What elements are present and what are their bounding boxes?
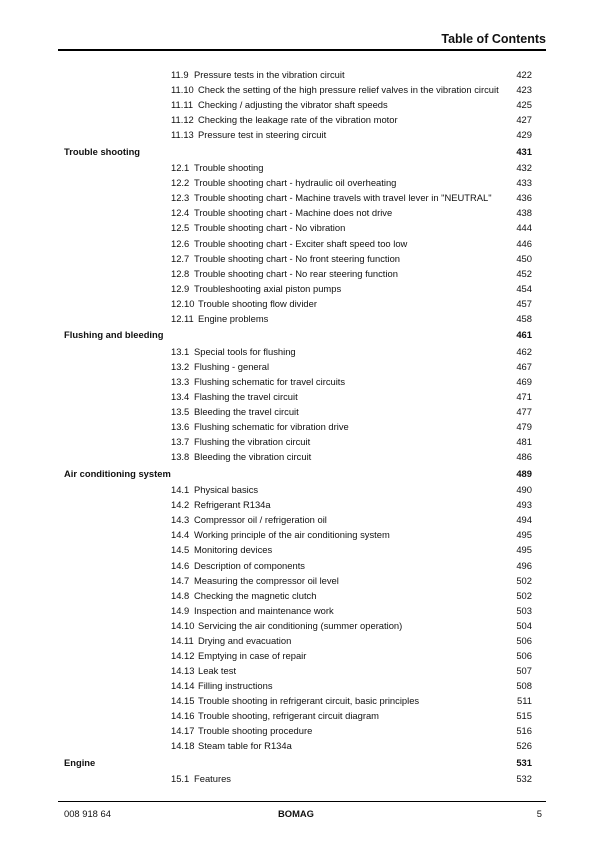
toc-section-row[interactable] [0,466,592,481]
toc-entry-number: 11.11 [171,99,194,111]
toc-page-number: 526 [516,740,532,752]
toc-page-number: 446 [516,237,532,249]
toc-page-number: 511 [517,694,532,706]
toc-entry-number: 12.10 [171,297,195,309]
toc-entry-row[interactable] [0,175,592,190]
toc-entry-title: Refrigerant R134a [194,499,271,511]
toc-entry-number: 11.10 [171,84,194,96]
toc-entry-row[interactable] [0,359,592,374]
toc-entry-row[interactable] [0,404,592,419]
footer-divider [58,801,546,802]
toc-entry-title: Emptying in case of repair [198,649,307,661]
toc-entry-title: Filling instructions [198,679,273,691]
toc-entry-title: Flushing the vibration circuit [194,436,311,448]
toc-page-number: 516 [516,725,532,737]
toc-entry-row[interactable] [0,82,592,97]
toc-section-title: Trouble shooting [64,145,141,157]
toc-entry-row[interactable] [0,97,592,112]
toc-entry-title: Flashing the travel circuit [194,390,298,402]
toc-entry-number: 12.7 [171,252,190,264]
toc-entry-number: 12.8 [171,267,190,279]
toc-page-number: 477 [516,406,532,418]
toc-page-number: 450 [516,252,532,264]
toc-page-number: 423 [516,84,532,96]
toc-page-number: 438 [516,207,532,219]
table-of-contents [0,67,592,786]
toc-entry-title: Leak test [198,664,237,676]
toc-page-number: 493 [516,499,532,511]
toc-page-number: 504 [516,619,532,631]
toc-page-number: 531 [516,756,532,768]
toc-entry-row[interactable] [0,603,592,618]
toc-entry-row[interactable] [0,449,592,464]
toc-entry-number: 14.15 [171,694,195,706]
toc-page-number: 507 [516,664,532,676]
toc-entry-title: Trouble shooting flow divider [198,297,317,309]
toc-entry-row[interactable] [0,112,592,127]
toc-section-row[interactable] [0,144,592,159]
toc-entry-title: Engine problems [198,312,269,324]
toc-entry-title: Flushing - general [194,360,270,372]
toc-entry-row[interactable] [0,482,592,497]
toc-entry-title: Trouble shooting chart - Exciter shaft speed too low [194,237,408,249]
toc-page-number: 495 [516,529,532,541]
toc-entry-number: 14.2 [171,499,190,511]
toc-entry-number: 14.5 [171,544,190,556]
toc-entry-number: 14.6 [171,559,190,571]
toc-entry-number: 11.12 [171,114,194,126]
toc-entry-row[interactable] [0,693,592,708]
toc-entry-row[interactable] [0,542,592,557]
toc-page-number: 431 [516,145,532,157]
toc-page-number: 436 [516,192,532,204]
toc-entry-row[interactable] [0,374,592,389]
header-divider [58,49,546,51]
toc-entry-number: 14.4 [171,529,190,541]
toc-entry-row[interactable] [0,281,592,296]
toc-section-title: Flushing and bleeding [64,329,164,341]
toc-page-number: 495 [516,544,532,556]
toc-page-number: 462 [516,345,532,357]
toc-entry-number: 12.6 [171,237,190,249]
toc-entry-number: 12.11 [171,312,194,324]
toc-entry-row[interactable] [0,205,592,220]
toc-page-number: 506 [516,634,532,646]
toc-entry-number: 14.16 [171,709,195,721]
toc-entry-title: Trouble shooting procedure [198,725,313,737]
toc-page-number: 490 [516,484,532,496]
toc-entry-row[interactable] [0,236,592,251]
toc-entry-title: Checking the magnetic clutch [194,589,317,601]
toc-entry-title: Flushing schematic for vibration drive [194,421,349,433]
toc-section-title: Air conditioning system [64,467,171,479]
toc-entry-number: 13.5 [171,406,190,418]
toc-entry-row[interactable] [0,633,592,648]
toc-entry-row[interactable] [0,738,592,753]
toc-page-number: 494 [516,514,532,526]
toc-entry-number: 14.12 [171,649,195,661]
toc-entry-number: 13.3 [171,375,190,387]
toc-page-number: 508 [516,679,532,691]
toc-entry-number: 11.9 [171,69,189,80]
toc-entry-title: Measuring the compressor oil level [194,574,339,586]
toc-entry-title: Checking / adjusting the vibrator shaft speeds [198,99,388,111]
toc-entry-title: Working principle of the air conditioning system [194,529,390,541]
toc-entry-title: Trouble shooting [194,162,264,174]
toc-entry-number: 14.7 [171,574,190,586]
toc-entry-title: Bleeding the vibration circuit [194,451,312,463]
toc-entry-row[interactable] [0,127,592,142]
toc-entry-title: Trouble shooting chart - No rear steering function [194,267,398,279]
toc-entry-number: 14.17 [171,725,195,737]
toc-entry-title: Description of components [194,559,305,571]
toc-entry-row[interactable] [0,663,592,678]
toc-entry-title: Drying and evacuation [198,634,292,646]
toc-page-number: 502 [516,574,532,586]
toc-entry-row[interactable] [0,558,592,573]
toc-entry-title: Pressure test in steering circuit [198,129,327,141]
toc-entry-number: 14.10 [171,619,195,631]
toc-page-number: 467 [516,360,532,372]
toc-page-number: 454 [516,282,532,294]
toc-entry-title: Physical basics [194,484,259,496]
toc-entry-row[interactable] [0,512,592,527]
toc-entry-title: Flushing schematic for travel circuits [194,375,346,387]
brand-name: BOMAG [278,808,314,819]
toc-entry-title: Bleeding the travel circuit [194,406,299,418]
toc-entry-number: 11.13 [171,129,194,141]
toc-page-number: 479 [516,421,532,433]
toc-entry-row[interactable] [0,618,592,633]
toc-entry-number: 12.3 [171,192,190,204]
toc-entry-number: 12.2 [171,177,190,189]
toc-entry-title: Trouble shooting chart - Machine does not drive [194,207,393,219]
toc-entry-number: 14.14 [171,679,195,691]
toc-entry-title: Servicing the air conditioning (summer operation) [198,619,403,631]
toc-entry-title: Features [194,773,231,785]
toc-entry-number: 15.1 [171,773,190,785]
toc-entry-row[interactable] [0,678,592,693]
toc-entry-title: Steam table for R134a [198,740,292,752]
toc-page-number: 452 [516,267,532,279]
toc-entry-number: 13.6 [171,421,190,433]
toc-entry-row[interactable] [0,419,592,434]
toc-entry-number: 14.9 [171,604,190,616]
toc-entry-row[interactable] [0,389,592,404]
toc-page-number: 429 [516,129,532,141]
toc-page-number: 427 [516,114,532,126]
toc-entry-number: 12.1 [171,162,190,174]
toc-entry-title: Special tools for flushing [194,345,296,357]
toc-entry-title: Monitoring devices [194,544,273,556]
toc-entry-row[interactable] [0,311,592,326]
toc-entry-row[interactable] [0,434,592,449]
toc-entry-title: Trouble shooting in refrigerant circuit, basic principles [198,694,420,706]
toc-entry-title: Check the setting of the high pressure relief valves in the vibration circuit [198,84,499,96]
toc-entry-row[interactable] [0,190,592,205]
toc-entry-row[interactable] [0,588,592,603]
toc-page-number: 496 [516,559,532,571]
toc-entry-title: Checking the leakage rate of the vibration motor [198,114,398,126]
toc-page-number: 481 [516,436,532,448]
toc-entry-title: Trouble shooting chart - No front steering function [194,252,401,264]
toc-page-number: 457 [516,297,532,309]
toc-entry-number: 14.1 [171,484,190,496]
toc-page-number: 469 [516,375,532,387]
toc-entry-row[interactable] [0,296,592,311]
page-header-title: Table of Contents [441,32,546,46]
toc-entry-number: 14.13 [171,664,195,676]
toc-page-number: 506 [516,649,532,661]
toc-page-number: 503 [516,604,532,616]
page-number: 5 [536,808,542,819]
toc-page-number: 515 [516,709,532,721]
toc-section-row[interactable] [0,755,592,770]
toc-entry-number: 14.8 [171,589,190,601]
toc-entry-number: 14.11 [171,634,194,646]
toc-entry-row[interactable] [0,527,592,542]
toc-page-number: 432 [516,162,532,174]
toc-entry-number: 12.5 [171,222,190,234]
toc-entry-title: Trouble shooting chart - Machine travels with travel lever in "NEUTRAL" [194,192,492,204]
toc-entry-number: 13.4 [171,390,190,402]
toc-entry-row[interactable] [0,266,592,281]
toc-entry-number: 14.3 [171,514,190,526]
toc-section-row[interactable] [0,327,592,342]
toc-entry-row[interactable] [0,251,592,266]
toc-page-number: 444 [516,222,532,234]
toc-entry-number: 13.1 [171,345,190,357]
toc-entry-row[interactable] [0,723,592,738]
toc-entry-row[interactable] [0,771,592,786]
toc-entry-row[interactable] [0,708,592,723]
toc-entry-row[interactable] [0,67,592,82]
document-number: 008 918 64 [64,808,111,819]
toc-entry-title: Trouble shooting chart - hydraulic oil overheating [194,177,397,189]
toc-entry-number: 12.4 [171,207,190,219]
toc-entry-title: Trouble shooting, refrigerant circuit diagram [198,709,379,721]
toc-entry-row[interactable] [0,344,592,359]
toc-page-number: 489 [516,467,532,479]
toc-page-number: 471 [516,390,532,402]
toc-entry-number: 13.8 [171,451,190,463]
toc-entry-row[interactable] [0,573,592,588]
toc-entry-number: 13.7 [171,436,190,448]
toc-entry-title: Pressure tests in the vibration circuit [194,69,345,80]
toc-entry-number: 14.18 [171,740,195,752]
toc-page-number: 486 [516,451,532,463]
toc-page-number: 458 [516,312,532,324]
toc-entry-title: Trouble shooting chart - No vibration [194,222,346,234]
toc-entry-row[interactable] [0,220,592,235]
toc-page-number: 461 [516,329,532,341]
toc-entry-row[interactable] [0,648,592,663]
toc-page-number: 433 [516,177,532,189]
toc-entry-number: 13.2 [171,360,190,372]
toc-entry-number: 12.9 [171,282,190,294]
toc-entry-title: Inspection and maintenance work [194,604,334,616]
toc-entry-title: Compressor oil / refrigeration oil [194,514,327,526]
toc-entry-title: Troubleshooting axial piston pumps [194,282,342,294]
toc-page-number: 502 [516,589,532,601]
toc-entry-row[interactable] [0,160,592,175]
toc-section-title: Engine [64,756,96,768]
toc-entry-row[interactable] [0,497,592,512]
toc-page-number: 532 [516,773,532,785]
toc-page-number: 425 [516,99,532,111]
toc-page-number: 422 [516,69,532,80]
